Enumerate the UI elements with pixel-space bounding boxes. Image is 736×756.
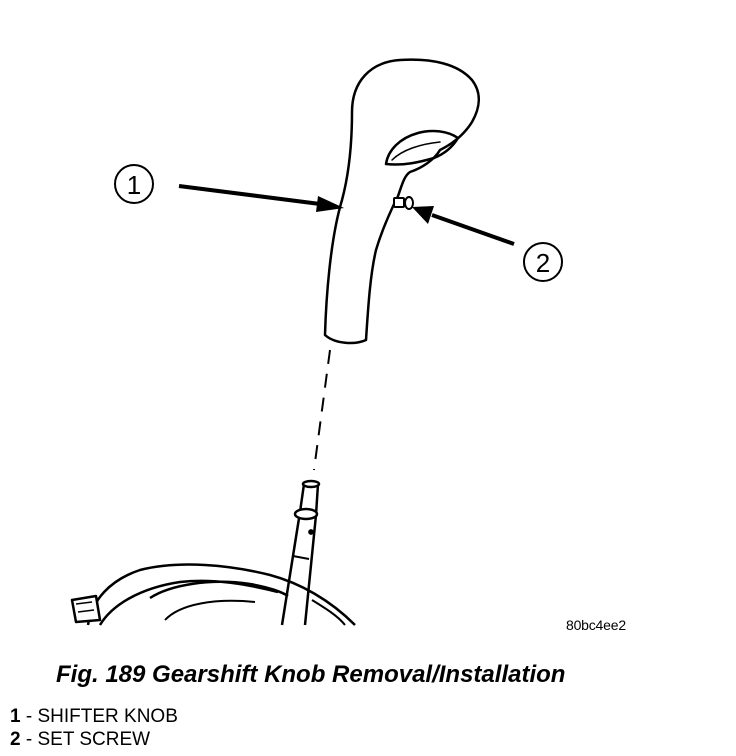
alignment-line: [314, 350, 330, 470]
callout-2: [412, 206, 562, 281]
legend-separator: -: [20, 706, 38, 727]
callout-1: [115, 165, 344, 212]
legend-number: 2: [10, 729, 21, 750]
figure-caption: Fig. 189 Gearshift Knob Removal/Installation: [56, 661, 566, 688]
legend-label: SET SCREW: [37, 729, 151, 750]
legend-label: SHIFTER KNOB: [37, 706, 178, 727]
svg-text:1: 1: [126, 170, 142, 200]
legend: [10, 705, 178, 751]
legend-number: 1: [10, 706, 21, 727]
legend-separator: -: [20, 729, 38, 750]
legend-item: [10, 705, 178, 728]
svg-text:2: 2: [535, 248, 551, 278]
shift-boot-console: [72, 565, 355, 625]
shift-lever-shaft: [282, 481, 319, 625]
legend-item: [10, 728, 178, 751]
set-screw: [394, 197, 413, 209]
image-id: 80bc4ee2: [566, 617, 626, 633]
